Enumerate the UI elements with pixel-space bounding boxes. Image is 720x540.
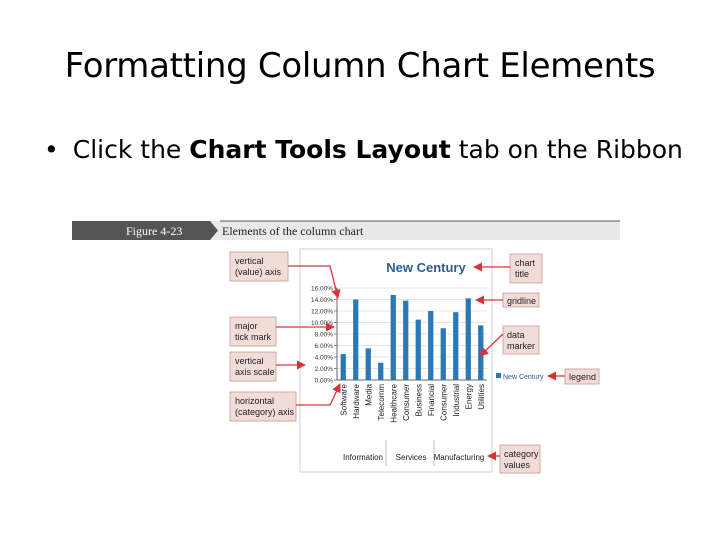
y-tick-label: 16.00%	[310, 285, 333, 293]
slide-title: Formatting Column Chart Elements	[64, 46, 656, 86]
svg-text:values: values	[504, 460, 531, 470]
svg-text:vertical: vertical	[235, 356, 264, 366]
x-tick-label: Industrial	[451, 384, 461, 417]
figure-label: Figure 4-23	[126, 224, 183, 238]
x-tick-label: Energy	[464, 384, 474, 410]
x-tick-label: Consumer	[401, 384, 411, 421]
callout-category-values	[488, 445, 540, 473]
svg-text:vertical: vertical	[235, 256, 264, 266]
svg-text:gridline: gridline	[507, 296, 537, 306]
y-tick-label: 6.00%	[314, 343, 333, 350]
svg-text:legend: legend	[569, 372, 597, 382]
bar	[466, 298, 471, 380]
legend-label: New Century	[503, 374, 544, 381]
bar	[441, 328, 446, 380]
x-tick-label: Consumer	[439, 384, 449, 421]
svg-text:title: title	[515, 269, 530, 279]
y-tick-label: 0.00%	[314, 377, 333, 385]
bullet-dot: •	[44, 135, 59, 164]
svg-text:data: data	[507, 330, 525, 340]
category-group-label: Manufacturing	[433, 453, 485, 462]
bar	[391, 295, 396, 380]
x-tick-label: Healthcare	[389, 384, 399, 423]
callout-axis-scale	[230, 352, 305, 381]
x-tick-label: Media	[364, 384, 374, 406]
chart-title: New Century	[386, 260, 466, 275]
svg-text:horizontal: horizontal	[235, 396, 275, 406]
svg-text:marker: marker	[507, 341, 536, 351]
figure-caption: Elements of the column chart	[222, 224, 364, 238]
bar	[353, 300, 358, 381]
category-group-label: Information	[342, 453, 384, 462]
bar	[453, 312, 458, 380]
svg-text:major: major	[235, 321, 258, 331]
svg-text:(value) axis: (value) axis	[235, 267, 282, 277]
bar	[416, 320, 421, 380]
svg-text:category: category	[504, 449, 539, 459]
y-tick-label: 10.00%	[310, 320, 333, 327]
svg-text:axis scale: axis scale	[235, 367, 275, 377]
x-tick-label: Software	[339, 384, 349, 416]
y-tick-label: 8.00%	[314, 331, 333, 339]
x-tick-label: Financial	[426, 384, 436, 417]
legend-swatch	[496, 373, 501, 378]
bullet-prefix: Click the	[72, 135, 190, 164]
x-tick-label: Telecomm	[376, 384, 386, 421]
bar	[428, 311, 433, 380]
y-tick-labels	[311, 286, 333, 385]
y-tick-label: 4.00%	[314, 354, 333, 362]
bullet-bold: Chart Tools Layout	[189, 135, 451, 164]
x-tick-label: Business	[414, 384, 424, 417]
bar	[366, 348, 371, 380]
y-tick-label: 2.00%	[314, 366, 333, 373]
svg-text:(category) axis: (category) axis	[235, 407, 295, 417]
y-tick-label: 12.00%	[310, 308, 333, 316]
category-group-label: Services	[395, 453, 427, 462]
bar	[378, 363, 383, 380]
y-tick-label: 14.00%	[310, 297, 333, 304]
bar	[403, 301, 408, 380]
callout-legend	[548, 369, 599, 384]
bullet-suffix: tab on the Ribbon	[450, 135, 683, 164]
x-tick-label: Utilities	[476, 384, 486, 410]
x-tick-label: Hardware	[351, 384, 361, 419]
svg-text:chart: chart	[515, 258, 536, 268]
svg-text:tick mark: tick mark	[235, 332, 271, 342]
bar	[341, 354, 346, 380]
